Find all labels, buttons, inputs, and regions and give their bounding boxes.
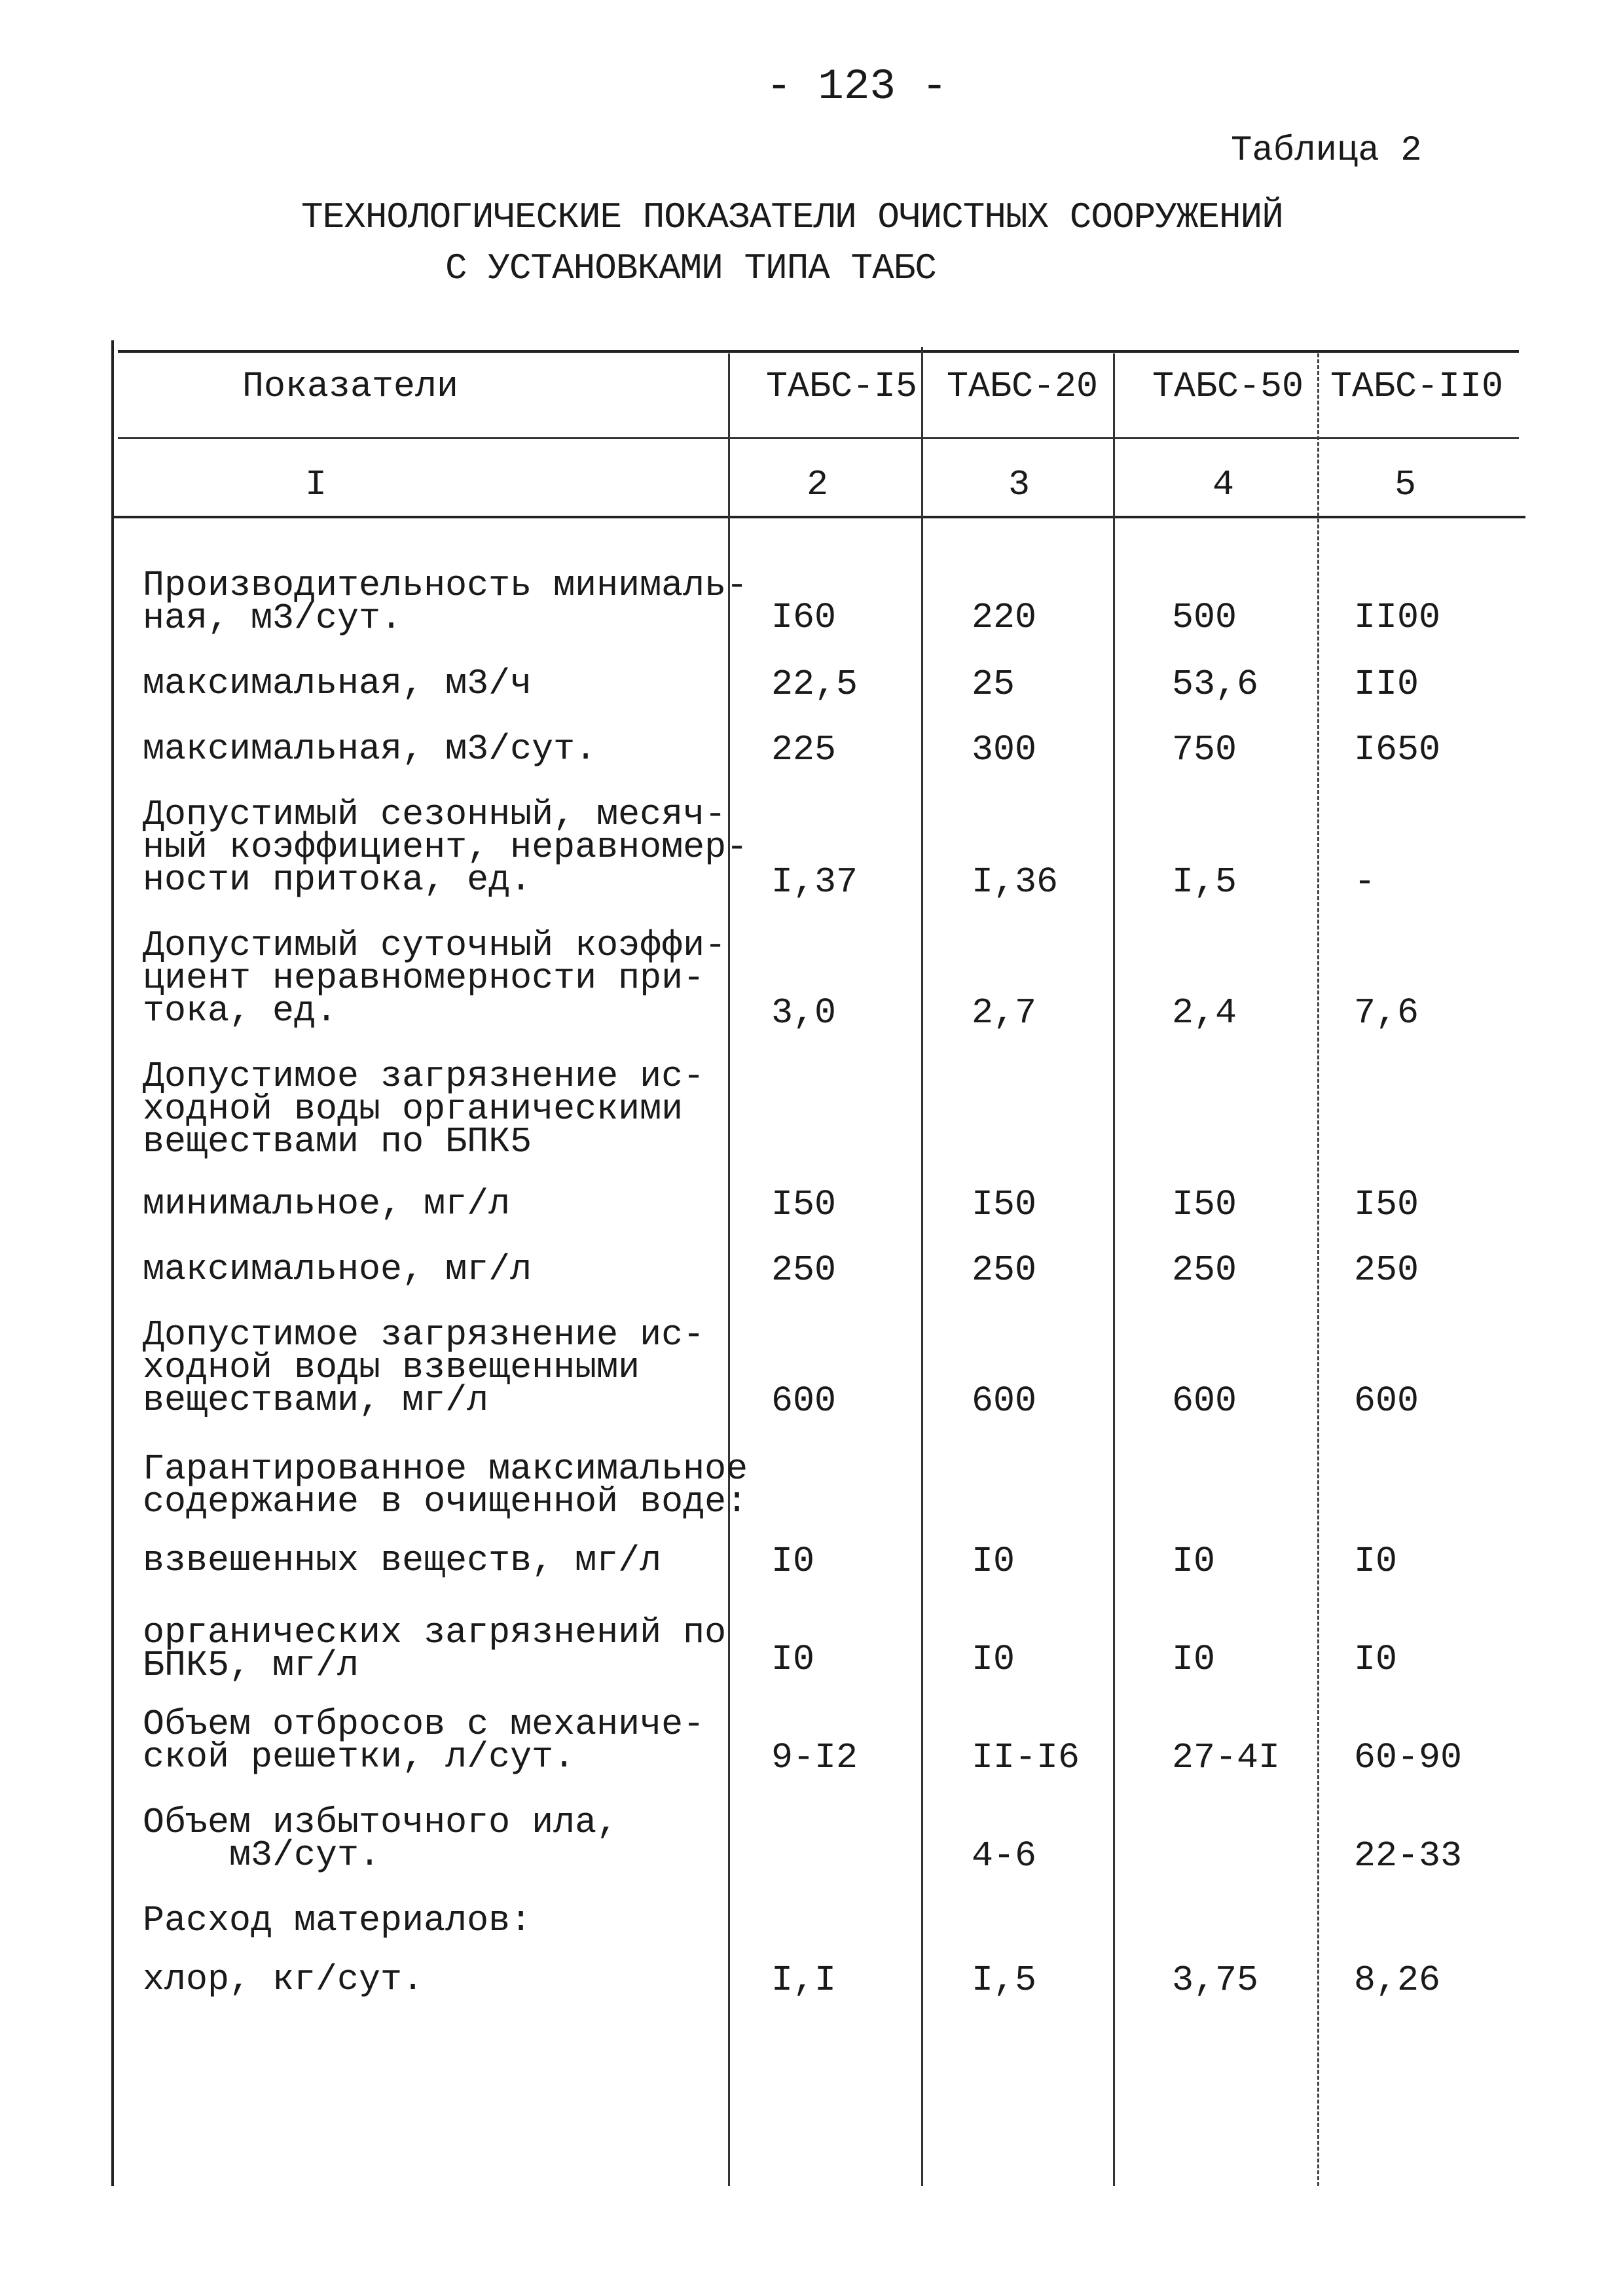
row-label: Расход материалов: xyxy=(143,1900,532,1941)
row-label: Допустимый суточный коэффи- циент неравномерности при- тока, ед. xyxy=(143,925,727,1031)
row-label: взвешенных веществ, мг/л xyxy=(143,1540,662,1581)
row-value: 2,4 xyxy=(1172,992,1237,1033)
row-value: I0 xyxy=(972,1639,1015,1680)
table-top-rule xyxy=(118,350,1519,353)
row-value: I50 xyxy=(1354,1184,1419,1225)
row-value: I60 xyxy=(771,597,837,638)
column-divider-2 xyxy=(921,347,923,2186)
row-label: Допустимый сезонный, месяч- ный коэффициент, неравномер- ности притока, ед. xyxy=(143,794,748,901)
row-value: I,37 xyxy=(771,861,858,903)
row-value: I50 xyxy=(771,1184,837,1225)
row-value: 25 xyxy=(972,664,1015,705)
row-value: 27-4I xyxy=(1172,1737,1281,1778)
row-value: 250 xyxy=(972,1249,1037,1291)
row-label: Допустимое загрязнение ис- ходной воды взвещенными веществами, мг/л xyxy=(143,1314,705,1421)
row-label: хлор, кг/сут. xyxy=(143,1959,424,2000)
row-value: I0 xyxy=(1354,1639,1398,1680)
row-value: 8,26 xyxy=(1354,1960,1441,2001)
row-value: - xyxy=(1354,861,1376,903)
row-value: I0 xyxy=(1172,1541,1216,1582)
row-label: минимальное, мг/л xyxy=(143,1183,511,1225)
row-label: Объем отбросов с механиче- ской решетки, л/сут. xyxy=(143,1704,705,1778)
row-value: 9-I2 xyxy=(771,1737,858,1778)
row-value: II0 xyxy=(1354,664,1419,705)
row-value: 600 xyxy=(972,1380,1037,1422)
column-number-3: 3 xyxy=(1008,464,1030,505)
row-value: 60-90 xyxy=(1354,1737,1463,1778)
header-separator-rule xyxy=(118,437,1519,439)
row-value: 2,7 xyxy=(972,992,1037,1033)
row-value: 7,6 xyxy=(1354,992,1419,1033)
row-value: 300 xyxy=(972,729,1037,770)
row-value: 600 xyxy=(1354,1380,1419,1422)
row-value: 22-33 xyxy=(1354,1835,1463,1876)
row-value: 750 xyxy=(1172,729,1237,770)
row-value: 250 xyxy=(1354,1249,1419,1291)
row-value: 22,5 xyxy=(771,664,858,705)
row-value: I0 xyxy=(972,1541,1015,1582)
row-value: I50 xyxy=(1172,1184,1237,1225)
column-number-4: 4 xyxy=(1213,464,1235,505)
header-tabs-50: ТАБС-50 xyxy=(1152,366,1304,407)
table-caption: Таблица 2 xyxy=(1231,131,1422,171)
page-number: - 123 - xyxy=(766,62,948,111)
column-divider-3 xyxy=(1113,353,1115,2186)
row-value: 250 xyxy=(1172,1249,1237,1291)
row-value: 4-6 xyxy=(972,1835,1037,1876)
column-number-1: I xyxy=(305,464,327,505)
row-label: максимальная, м3/сут. xyxy=(143,728,597,770)
row-value: I0 xyxy=(1354,1541,1398,1582)
column-number-rule xyxy=(111,516,1525,518)
row-value: I,5 xyxy=(972,1960,1037,2001)
row-value: I0 xyxy=(771,1639,815,1680)
row-value: 600 xyxy=(1172,1380,1237,1422)
row-value: II00 xyxy=(1354,597,1441,638)
header-tabs-110: ТАБС-II0 xyxy=(1330,366,1504,407)
header-indicators: Показатели xyxy=(242,366,459,407)
row-value: I0 xyxy=(1172,1639,1216,1680)
header-tabs-15: ТАБС-I5 xyxy=(766,366,918,407)
column-number-2: 2 xyxy=(807,464,829,505)
row-value: I,5 xyxy=(1172,861,1237,903)
row-value: 600 xyxy=(771,1380,837,1422)
row-value: 53,6 xyxy=(1172,664,1259,705)
row-label: максимальная, м3/ч xyxy=(143,663,532,704)
row-value: 225 xyxy=(771,729,837,770)
row-label: Объем избыточного ила, м3/сут. xyxy=(143,1802,619,1876)
row-value: I0 xyxy=(771,1541,815,1582)
column-divider-4 xyxy=(1317,353,1319,2186)
row-value: 3,0 xyxy=(771,992,837,1033)
row-value: I,36 xyxy=(972,861,1059,903)
row-label: Гарантированное максимальное содержание в очищенной воде: xyxy=(143,1448,748,1522)
header-tabs-20: ТАБС-20 xyxy=(947,366,1099,407)
row-label: Производительность минималь- ная, м3/сут. xyxy=(143,565,748,639)
row-label: органических загрязнений по БПК5, мг/л xyxy=(143,1612,727,1686)
title-line-2: С УСТАНОВКАМИ ТИПА ТАБС xyxy=(445,247,936,289)
row-value: 500 xyxy=(1172,597,1237,638)
row-label: максимальное, мг/л xyxy=(143,1249,532,1290)
row-value: I,I xyxy=(771,1960,837,2001)
column-number-5: 5 xyxy=(1395,464,1417,505)
row-value: 3,75 xyxy=(1172,1960,1259,2001)
row-value: I50 xyxy=(972,1184,1037,1225)
row-value: 220 xyxy=(972,597,1037,638)
row-label: Допустимое загрязнение ис- ходной воды органическими веществами по БПК5 xyxy=(143,1056,705,1162)
table-left-border xyxy=(111,340,114,2186)
row-value: II-I6 xyxy=(972,1737,1080,1778)
row-value: 250 xyxy=(771,1249,837,1291)
title-line-1: ТЕХНОЛОГИЧЕСКИЕ ПОКАЗАТЕЛИ ОЧИСТНЫХ СООРУЖЕНИЙ xyxy=(301,196,1283,238)
row-value: I650 xyxy=(1354,729,1441,770)
